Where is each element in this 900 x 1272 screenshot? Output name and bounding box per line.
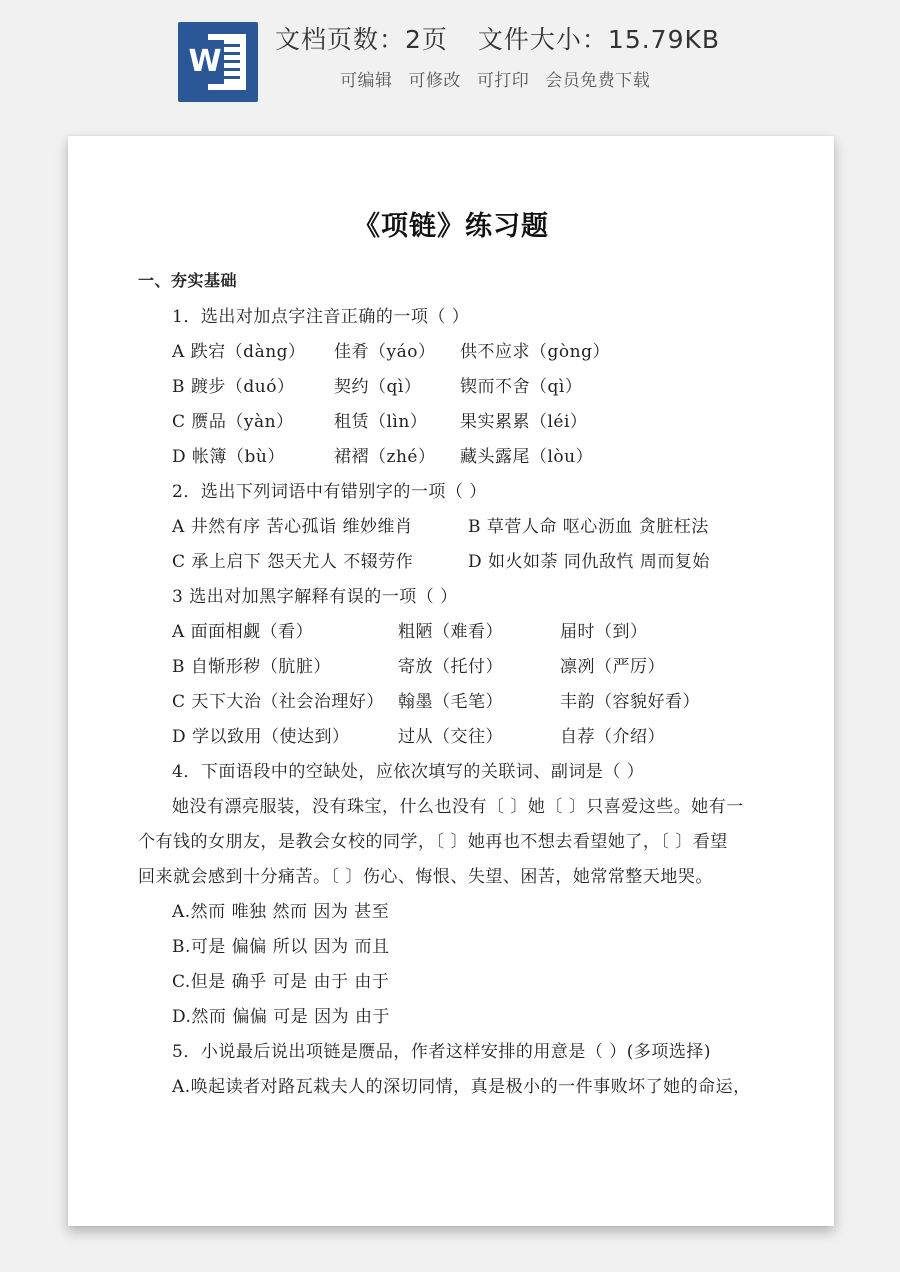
q4-option-c: C.但是 确乎 可是 由于 由于: [172, 972, 390, 992]
download-banner: [0, 0, 900, 130]
feature-modifiable: 可修改: [408, 71, 461, 91]
q4-option-a: A.然而 唯独 然而 因为 甚至: [172, 902, 390, 922]
q4-paragraph-line-3: 回来就会感到十分痛苦。〔 〕伤心、悔恨、失望、困苦，她常常整天地哭。: [138, 867, 713, 887]
q1-c-3: 果实累累（léi）: [460, 412, 588, 432]
question-5-stem: 5．小说最后说出项链是赝品，作者这样安排的用意是（ ）(多项选择): [172, 1042, 711, 1062]
q2-option-d: D 如火如荼 同仇敌忾 周而复始: [468, 552, 710, 572]
q1-b-2: 契约（qì）: [334, 377, 422, 397]
q1-a-3: 供不应求（gòng）: [460, 342, 610, 362]
q2-option-b: B 草菅人命 呕心沥血 贪脏枉法: [468, 517, 709, 537]
page-count: 文档页数：2页: [275, 25, 448, 54]
q1-d-1: D 帐簿（bù）: [172, 447, 285, 467]
q1-d-2: 裙褶（zhé）: [334, 447, 436, 467]
q1-a-1: A 跌宕（dàng）: [172, 342, 306, 362]
q3-d-1: D 学以致用（使达到）: [172, 727, 350, 747]
q3-c-3: 丰韵（容貌好看）: [560, 692, 700, 712]
q3-d-3: 自荐（介绍）: [560, 727, 665, 747]
question-3-stem: 3 选出对加黑字解释有误的一项（ ）: [172, 587, 458, 607]
q3-b-1: B 自惭形秽（肮脏）: [172, 657, 331, 677]
question-2-stem: 2．选出下列词语中有错别字的一项（ ）: [172, 482, 487, 502]
q3-a-1: A 面面相觑（看）: [172, 622, 314, 642]
feature-printable: 可打印: [476, 71, 530, 91]
question-4-stem: 4．下面语段中的空缺处，应依次填写的关联词、副词是（ ）: [172, 762, 645, 782]
q1-b-3: 锲而不舍（qì）: [460, 377, 583, 397]
q3-b-2: 寄放（托付）: [398, 657, 503, 677]
file-info: [275, 20, 720, 60]
word-doc-icon: [178, 22, 258, 102]
q3-b-3: 凛冽（严厉）: [560, 657, 665, 677]
q4-paragraph-line-2: 个有钱的女朋友，是教会女校的同学，〔 〕她再也不想去看望她了，〔 〕看望: [138, 832, 728, 852]
q4-paragraph-line-1: 她没有漂亮服装，没有珠宝，什么也没有〔 〕她〔 〕只喜爱这些。她有一: [172, 797, 744, 817]
feature-free-download: 会员免费下载: [545, 71, 651, 91]
q1-a-2: 佳肴（yáo）: [334, 342, 436, 362]
feature-editable: 可编辑: [340, 71, 393, 91]
q4-option-d: D.然而 偏偏 可是 因为 由于: [172, 1007, 391, 1027]
document-page: [68, 136, 834, 1226]
feature-list: [340, 66, 660, 91]
file-size: 文件大小：15.79KB: [477, 25, 721, 54]
q3-a-3: 届时（到）: [560, 622, 648, 642]
q3-d-2: 过从（交往）: [398, 727, 503, 747]
q1-c-1: C 赝品（yàn）: [172, 412, 294, 432]
q2-option-c: C 承上启下 怨天尤人 不辍劳作: [172, 552, 414, 572]
question-1-stem: 1．选出对加点字注音正确的一项（ ）: [172, 307, 470, 327]
section-heading: 一、夯实基础: [138, 271, 238, 290]
q1-b-1: B 踱步（duó）: [172, 377, 295, 397]
q1-c-2: 租赁（lìn）: [334, 412, 428, 432]
q3-c-1: C 天下大治（社会治理好）: [172, 692, 384, 712]
document-title: 《项链》练习题: [353, 211, 549, 242]
q5-option-a: A.唤起读者对路瓦栽夫人的深切同情，真是极小的一件事败坏了她的命运，: [172, 1077, 751, 1097]
q3-a-2: 粗陋（难看）: [398, 622, 503, 642]
word-letter: W: [186, 40, 224, 84]
q3-c-2: 翰墨（毛笔）: [398, 692, 503, 712]
q1-d-3: 藏头露尾（lòu）: [460, 447, 594, 467]
q4-option-b: B.可是 偏偏 所以 因为 而且: [172, 937, 390, 957]
q2-option-a: A 井然有序 苦心孤诣 维妙维肖: [172, 517, 413, 537]
